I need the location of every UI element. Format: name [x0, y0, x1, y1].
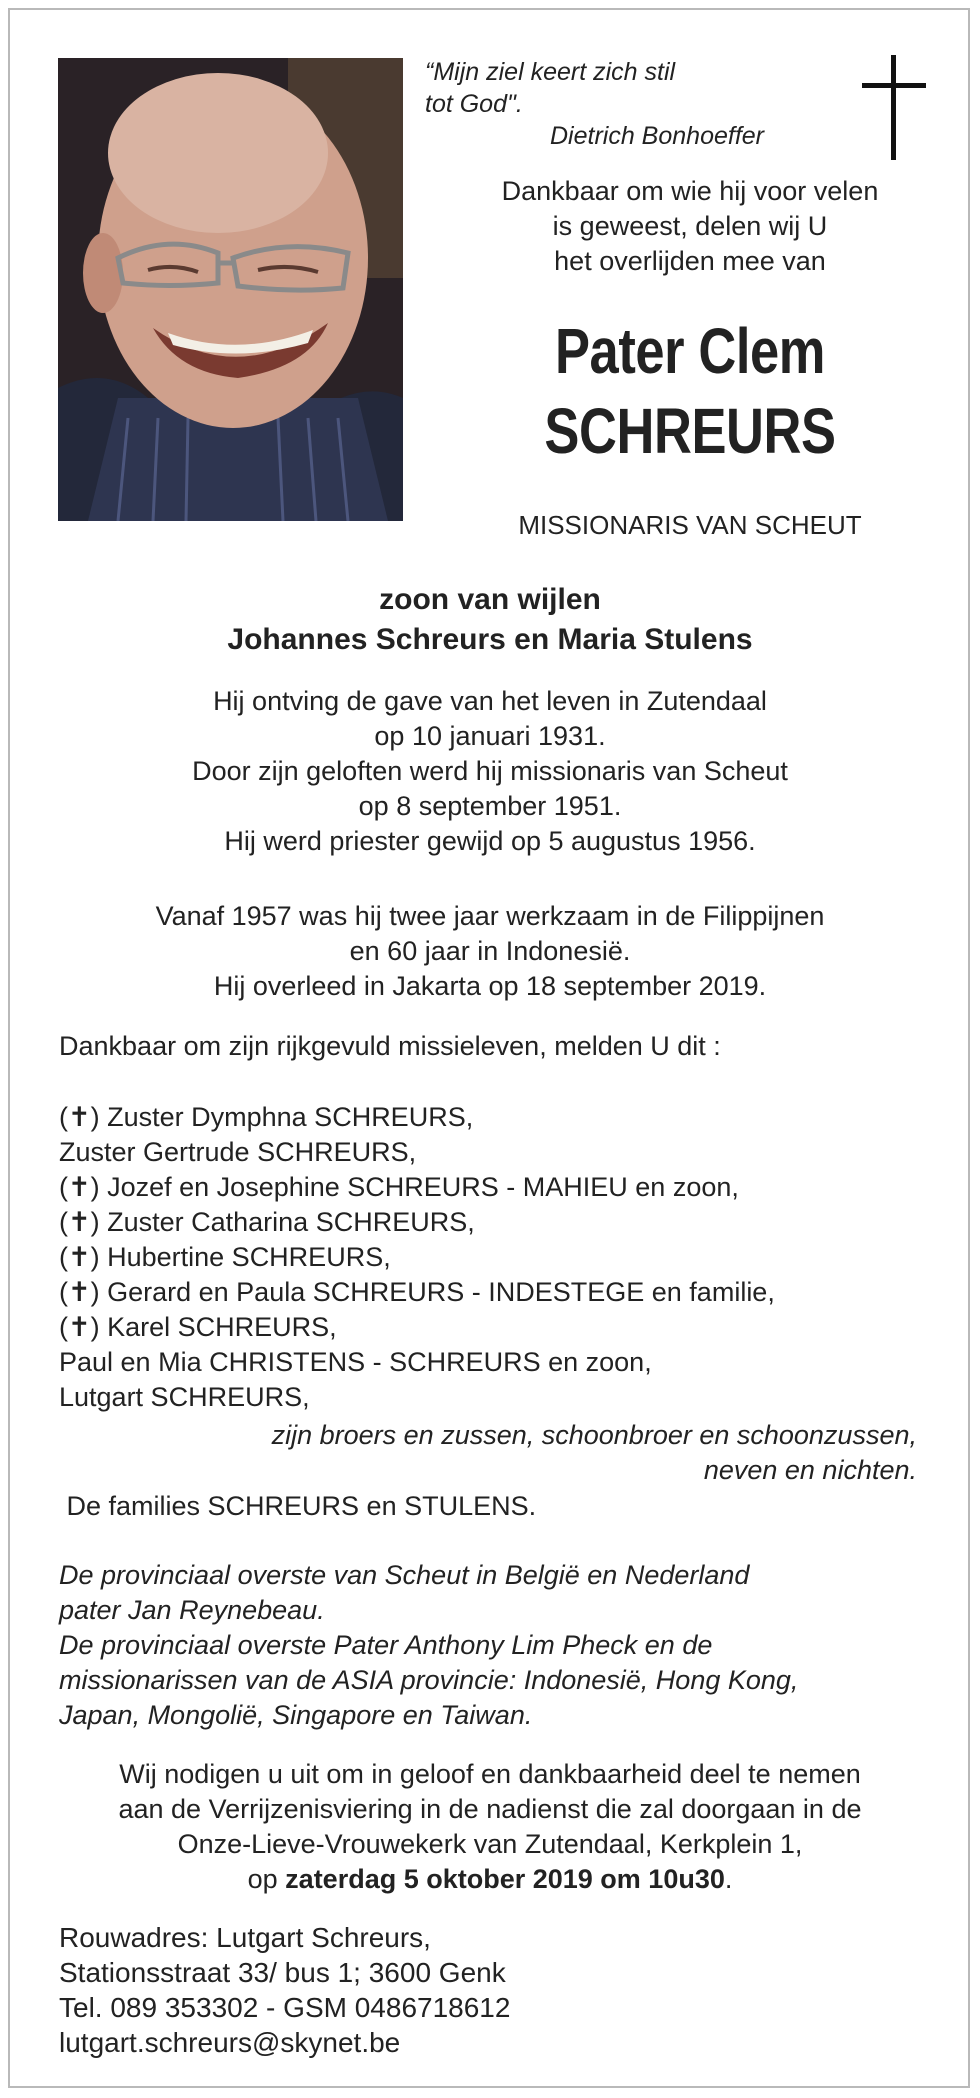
family-member: (✝) Zuster Dymphna SCHREURS,: [59, 1102, 474, 1132]
life-line: Hij ontving de gave van het leven in Zutendaal: [213, 686, 767, 716]
family-member: (✝) Karel SCHREURS,: [59, 1312, 337, 1342]
contact-street: Stationsstraat 33/ bus 1; 3600 Genk: [59, 1957, 506, 1988]
funeral-date: zaterdag 5 oktober 2019 om 10u30: [285, 1864, 725, 1894]
life-line: op 10 januari 1931.: [374, 721, 606, 751]
congregation-line: Japan, Mongolië, Singapore en Taiwan.: [59, 1700, 533, 1730]
deceased-name: [485, 311, 895, 471]
family-member: (✝) Hubertine SCHREURS,: [59, 1242, 391, 1272]
intro-text: [440, 174, 940, 279]
family-member: Lutgart SCHREURS,: [59, 1382, 310, 1412]
quote-line: tot God".: [425, 90, 523, 118]
family-member: (✝) Zuster Catharina SCHREURS,: [59, 1207, 475, 1237]
congregation-line: De provinciaal overste Pater Anthony Lim Pheck en de: [59, 1630, 713, 1660]
invitation-suffix: .: [724, 1864, 733, 1894]
contact-address-label: Rouwadres: Lutgart Schreurs,: [59, 1922, 431, 1953]
announce-text: Dankbaar om zijn rijkgevuld missieleven, melden U dit :: [59, 1031, 721, 1061]
family-member: (✝) Gerard en Paula SCHREURS - INDESTEGE en familie,: [59, 1277, 775, 1307]
family-member: Paul en Mia CHRISTENS - SCHREURS en zoon,: [59, 1347, 652, 1377]
family-list: [59, 1100, 939, 1415]
intro-line: Dankbaar om wie hij voor velen: [501, 176, 879, 206]
parents-line: Johannes Schreurs en Maria Stulens: [227, 623, 753, 656]
congregation-line: pater Jan Reynebeau.: [59, 1595, 325, 1625]
quote-author: Dietrich Bonhoeffer: [550, 122, 765, 150]
mission-line: Vanaf 1957 was hij twee jaar werkzaam in de Filippijnen: [155, 901, 825, 931]
relation-line: zijn broers en zussen, schoonbroer en schoonzussen,: [271, 1420, 917, 1450]
mission-text: [0, 899, 980, 1004]
name-line: SCHREURS: [544, 395, 836, 467]
latin-cross-icon: [862, 55, 926, 160]
congregation-line: De provinciaal overste van Scheut in België en Nederland: [59, 1560, 750, 1590]
parents-text: [0, 580, 980, 660]
life-line: Hij werd priester gewijd op 5 augustus 1956.: [224, 826, 756, 856]
family-member: (✝) Jozef en Josephine SCHREURS - MAHIEU en zoon,: [59, 1172, 739, 1202]
family-relation: [120, 1418, 917, 1488]
deceased-role: MISSIONARIS VAN SCHEUT: [518, 510, 862, 540]
intro-line: het overlijden mee van: [554, 246, 826, 276]
name-line: Pater Clem: [554, 315, 826, 387]
family-member: Zuster Gertrude SCHREURS,: [59, 1137, 417, 1167]
invitation-prefix: op: [247, 1864, 286, 1894]
invitation-line: Wij nodigen u uit om in geloof en dankbaarheid deel te nemen: [119, 1759, 861, 1789]
portrait-photo: [58, 58, 403, 521]
families-line: De families SCHREURS en STULENS.: [59, 1491, 537, 1521]
life-line: op 8 september 1951.: [358, 791, 622, 821]
invitation-date-line: [0, 1862, 980, 1897]
congregation-line: missionarissen van de ASIA provincie: Indonesië, Hong Kong,: [59, 1665, 799, 1695]
relation-line: neven en nichten.: [703, 1455, 917, 1485]
contact-phone: Tel. 089 353302 - GSM 0486718612: [59, 1992, 511, 2023]
funeral-invitation: [0, 1757, 980, 1897]
contact-info: [59, 1920, 939, 2060]
contact-email[interactable]: lutgart.schreurs@skynet.be: [59, 2027, 401, 2058]
intro-line: is geweest, delen wij U: [552, 211, 828, 241]
quote-line: “Mijn ziel keert zich stil: [425, 58, 676, 86]
life-events: [0, 684, 980, 859]
parents-line: zoon van wijlen: [379, 583, 601, 616]
invitation-line: Onze-Lieve-Vrouwekerk van Zutendaal, Kerkplein 1,: [177, 1829, 803, 1859]
life-line: Door zijn geloften werd hij missionaris van Scheut: [192, 756, 788, 786]
bible-quote: [425, 56, 764, 152]
mission-line: en 60 jaar in Indonesië.: [349, 936, 631, 966]
invitation-line: aan de Verrijzenisviering in de nadienst die zal doorgaan in de: [118, 1794, 862, 1824]
congregation-text: [59, 1558, 939, 1733]
mission-line: Hij overleed in Jakarta op 18 september 2019.: [213, 971, 767, 1001]
